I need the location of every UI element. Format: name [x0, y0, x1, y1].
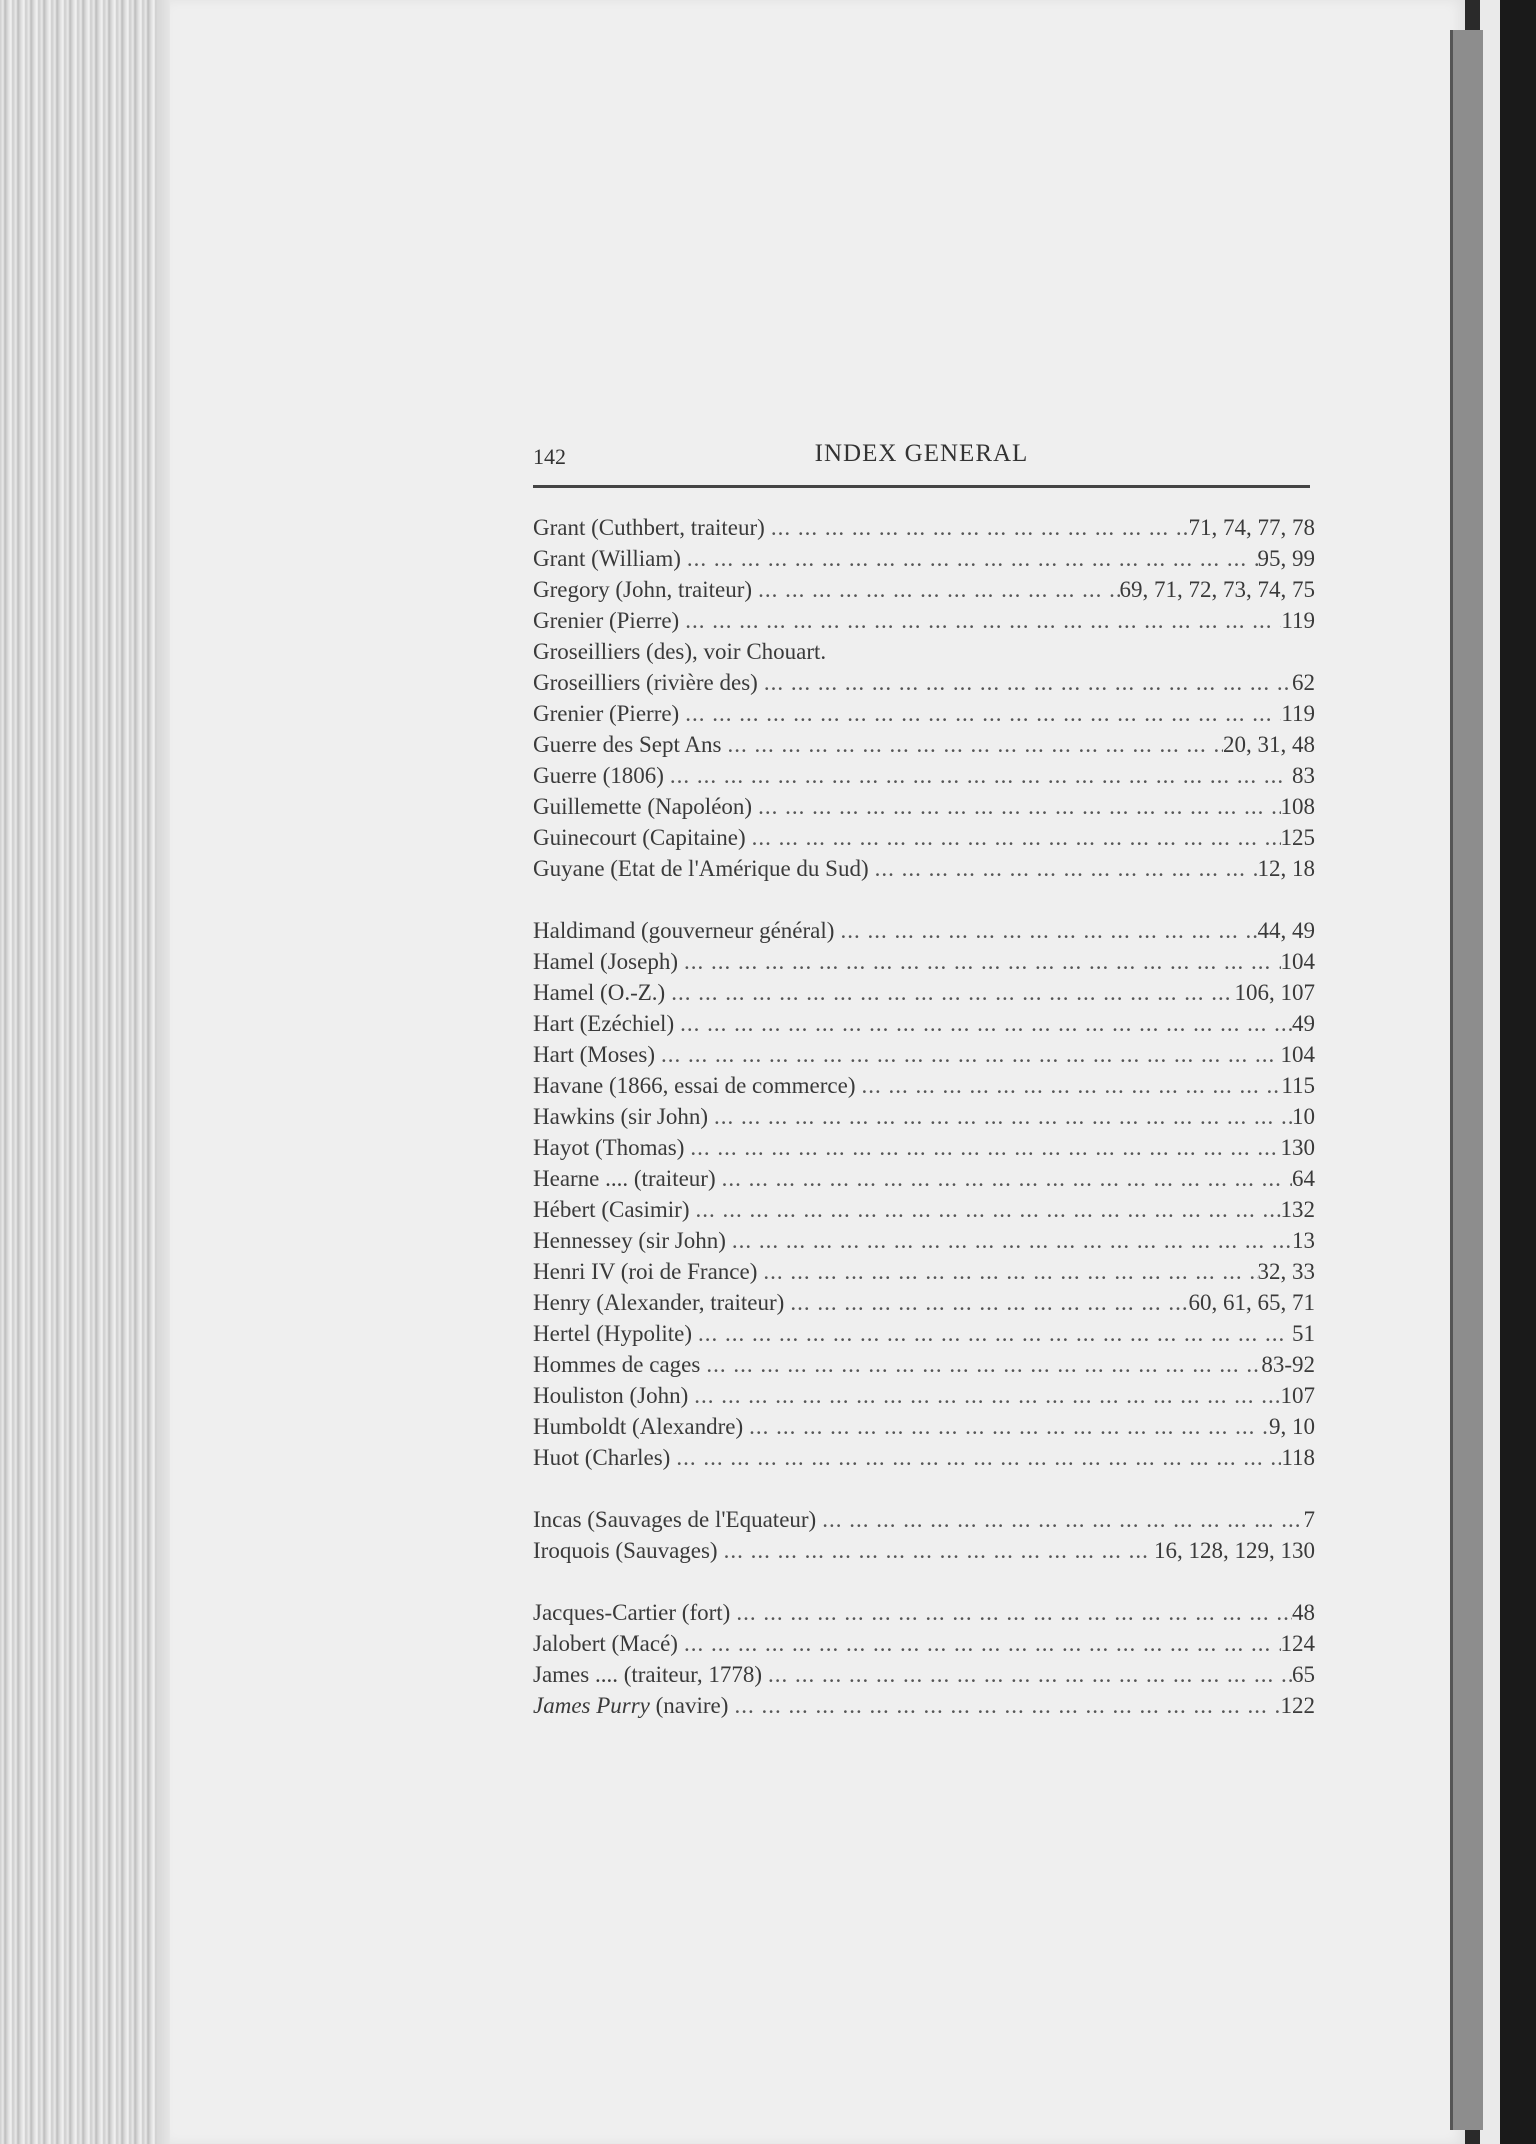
index-pages: 9, 10 — [1269, 1414, 1315, 1439]
group-spacer — [533, 1473, 1315, 1504]
dot-leader — [758, 667, 1292, 698]
index-entry — [533, 667, 1315, 698]
index-entry — [533, 1504, 1315, 1535]
index-entry — [533, 1628, 1315, 1659]
index-entry — [533, 1132, 1315, 1163]
dot-leader — [679, 698, 1281, 729]
index-entry — [533, 1163, 1315, 1194]
index-term: Hart (Ezéchiel) — [533, 1011, 675, 1036]
index-term: Havane (1866, essai de commerce) — [533, 1073, 856, 1098]
dot-leader — [762, 1659, 1292, 1690]
index-pages: 118 — [1281, 1445, 1315, 1470]
index-term: Huot (Charles) — [533, 1445, 671, 1470]
dot-leader — [856, 1070, 1282, 1101]
index-pages: 104 — [1280, 1042, 1315, 1067]
index-pages: 83 — [1292, 763, 1315, 788]
dot-leader — [743, 1411, 1269, 1442]
index-pages: 13 — [1292, 1228, 1315, 1253]
index-entry — [533, 1535, 1315, 1566]
index-pages: 69, 71, 72, 73, 74, 75 — [1119, 577, 1315, 602]
index-pages: 122 — [1280, 1693, 1315, 1718]
index-entry — [533, 977, 1315, 1008]
index-entry — [533, 822, 1315, 853]
index-pages: 10 — [1292, 1104, 1315, 1129]
index-term: Hamel (Joseph) — [533, 949, 678, 974]
index-term: Jacques-Cartier (fort) — [533, 1600, 731, 1625]
index-entry — [533, 1070, 1315, 1101]
dot-leader — [678, 946, 1281, 977]
dot-leader — [718, 1535, 1154, 1566]
dot-leader — [688, 1380, 1280, 1411]
index-entry — [533, 1442, 1315, 1473]
index-term: Guerre (1806) — [533, 763, 664, 788]
dot-leader — [752, 791, 1280, 822]
index-pages: 124 — [1280, 1631, 1315, 1656]
index-pages: 106, 107 — [1234, 980, 1315, 1005]
index-pages: 65 — [1292, 1662, 1315, 1687]
index-term: James .... (traiteur, 1778) — [533, 1662, 763, 1687]
header-rule — [533, 485, 1310, 488]
dot-leader — [784, 1287, 1188, 1318]
index-entry — [533, 543, 1315, 574]
dot-leader — [692, 1318, 1292, 1349]
index-term: Incas (Sauvages de l'Equateur) — [533, 1507, 817, 1532]
index-pages: 48 — [1292, 1600, 1315, 1625]
dot-leader — [681, 543, 1258, 574]
index-entry — [533, 1101, 1315, 1132]
index-pages: 62 — [1292, 670, 1315, 695]
index-term: Grenier (Pierre) — [533, 701, 680, 726]
index-entry — [533, 1318, 1315, 1349]
index-pages: 64 — [1292, 1166, 1315, 1191]
dot-leader — [752, 574, 1119, 605]
index-pages: 83-92 — [1261, 1352, 1315, 1377]
index-entry — [533, 574, 1315, 605]
group-spacer — [533, 884, 1315, 915]
index-pages: 51 — [1292, 1321, 1315, 1346]
index-entry — [533, 946, 1315, 977]
index-term: Hennessey (sir John) — [533, 1228, 726, 1253]
index-term: Grenier (Pierre) — [533, 608, 680, 633]
index-pages: 95, 99 — [1257, 546, 1315, 571]
index-term — [533, 1690, 728, 1721]
index-pages: 104 — [1280, 949, 1315, 974]
index-entry — [533, 698, 1315, 729]
binding-shadow — [1450, 30, 1483, 2130]
index-pages: 119 — [1281, 701, 1315, 726]
index-term: Henri IV (roi de France) — [533, 1259, 758, 1284]
index-term: Gregory (John, traiteur) — [533, 577, 753, 602]
index-term: Guillemette (Napoléon) — [533, 794, 753, 819]
index-pages: 16, 128, 129, 130 — [1154, 1538, 1315, 1563]
index-entry — [533, 1194, 1315, 1225]
index-pages: 107 — [1280, 1383, 1315, 1408]
index-entry — [533, 853, 1315, 884]
page-number: 142 — [533, 444, 566, 469]
index-term: Groseilliers (des), voir Chouart. — [533, 639, 827, 664]
index-term: Grant (Cuthbert, traiteur) — [533, 515, 765, 540]
background-dark — [1500, 0, 1536, 2144]
index-pages: 20, 31, 48 — [1223, 732, 1315, 757]
dot-leader — [678, 1628, 1281, 1659]
index-term: Guyane (Etat de l'Amérique du Sud) — [533, 856, 869, 881]
index-pages: 125 — [1280, 825, 1315, 850]
index-term: Hearne .... (traiteur) — [533, 1166, 716, 1191]
index-pages: 60, 61, 65, 71 — [1188, 1290, 1315, 1315]
dot-leader — [664, 760, 1292, 791]
index-term: Jalobert (Macé) — [533, 1631, 678, 1656]
dot-leader — [726, 1225, 1292, 1256]
index-entry — [533, 512, 1315, 543]
dot-leader — [765, 512, 1189, 543]
index-entry — [533, 1690, 1315, 1721]
index-term: Hébert (Casimir) — [533, 1197, 690, 1222]
dot-leader — [834, 915, 1257, 946]
index-term: Houliston (John) — [533, 1383, 689, 1408]
index-entry — [533, 1380, 1315, 1411]
index-pages: 115 — [1281, 1073, 1315, 1098]
group-spacer — [533, 1566, 1315, 1597]
index-term: Iroquois (Sauvages) — [533, 1538, 718, 1563]
index-entry — [533, 1659, 1315, 1690]
dot-leader — [816, 1504, 1303, 1535]
index-entry — [533, 760, 1315, 791]
index-list — [533, 512, 1315, 1721]
dot-leader — [679, 605, 1281, 636]
index-term: Hertel (Hypolite) — [533, 1321, 693, 1346]
index-term: Hommes de cages — [533, 1352, 701, 1377]
index-entry — [533, 1039, 1315, 1070]
dot-leader — [716, 1163, 1292, 1194]
index-pages: 71, 74, 77, 78 — [1188, 515, 1315, 540]
index-entry — [533, 729, 1315, 760]
index-entry — [533, 1287, 1315, 1318]
index-entry — [533, 1411, 1315, 1442]
index-pages: 12, 18 — [1257, 856, 1315, 881]
index-term: Guerre des Sept Ans — [533, 732, 722, 757]
index-pages: 7 — [1303, 1507, 1315, 1532]
index-term-rest: (navire) — [649, 1693, 729, 1718]
index-term: Grant (William) — [533, 546, 681, 571]
dot-leader — [746, 822, 1281, 853]
index-pages: 44, 49 — [1257, 918, 1315, 943]
dot-leader — [670, 1442, 1281, 1473]
index-entry — [533, 791, 1315, 822]
running-head: INDEX GENERAL — [814, 440, 1029, 467]
index-entry — [533, 1225, 1315, 1256]
index-entry — [533, 915, 1315, 946]
dot-leader — [757, 1256, 1257, 1287]
dot-leader — [674, 1008, 1292, 1039]
index-term: Hart (Moses) — [533, 1042, 655, 1067]
index-entry — [533, 1256, 1315, 1287]
page-header — [533, 440, 1310, 480]
index-term-italic: James Purry — [533, 1693, 650, 1718]
index-entry — [533, 1597, 1315, 1628]
dot-leader — [689, 1194, 1280, 1225]
index-entry — [533, 636, 1315, 667]
dot-leader — [728, 1690, 1280, 1721]
index-entry — [533, 605, 1315, 636]
index-term: Hayot (Thomas) — [533, 1135, 685, 1160]
index-entry — [533, 1008, 1315, 1039]
dot-leader — [869, 853, 1258, 884]
index-term: Hamel (O.-Z.) — [533, 980, 666, 1005]
index-term: Guinecourt (Capitaine) — [533, 825, 746, 850]
index-pages: 132 — [1280, 1197, 1315, 1222]
dot-leader — [684, 1132, 1280, 1163]
dot-leader — [665, 977, 1234, 1008]
index-pages: 49 — [1292, 1011, 1315, 1036]
dot-leader — [730, 1597, 1292, 1628]
index-pages: 119 — [1281, 608, 1315, 633]
index-term: Groseilliers (rivière des) — [533, 670, 758, 695]
index-term: Haldimand (gouverneur général) — [533, 918, 835, 943]
index-term: Hawkins (sir John) — [533, 1104, 709, 1129]
index-term: Humboldt (Alexandre) — [533, 1414, 744, 1439]
index-pages: 108 — [1280, 794, 1315, 819]
dot-leader — [721, 729, 1223, 760]
index-pages: 130 — [1280, 1135, 1315, 1160]
index-pages: 32, 33 — [1257, 1259, 1315, 1284]
index-entry — [533, 1349, 1315, 1380]
dot-leader — [655, 1039, 1281, 1070]
book-page-edges — [0, 0, 177, 2144]
dot-leader — [708, 1101, 1292, 1132]
dot-leader — [700, 1349, 1261, 1380]
index-term: Henry (Alexander, traiteur) — [533, 1290, 785, 1315]
